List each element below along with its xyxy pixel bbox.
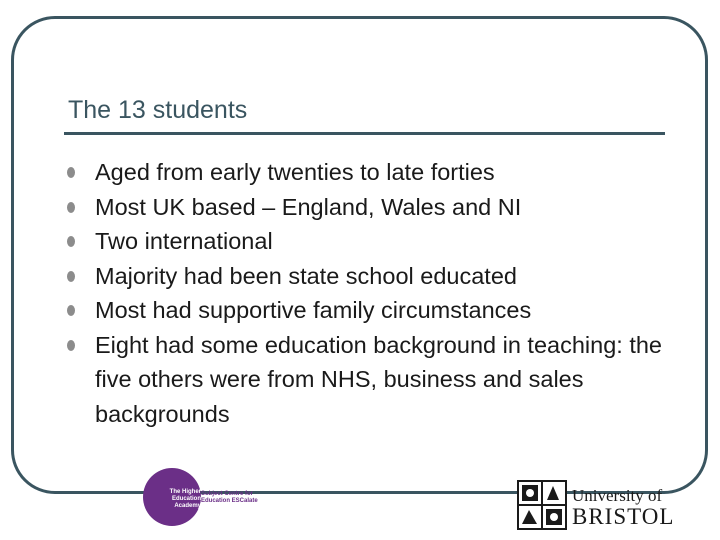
- bristol-crest-icon: [517, 480, 567, 530]
- bullet-item: [66, 328, 686, 432]
- bullet-icon: [67, 202, 75, 213]
- bullet-text: Majority had been state school educated: [95, 262, 517, 289]
- bullet-icon: [67, 236, 75, 247]
- bullet-item: [66, 293, 686, 328]
- bullet-list: [66, 155, 686, 431]
- bullet-text: Two international: [95, 228, 273, 254]
- bullet-item: [66, 259, 686, 294]
- university-of-bristol-logo: [517, 480, 687, 530]
- bullet-icon: [67, 167, 75, 178]
- bullet-icon: [67, 305, 75, 316]
- slide-title: The 13 students: [68, 96, 248, 124]
- bullet-item: [66, 224, 686, 259]
- university-of-text: University of: [572, 486, 663, 505]
- bullet-item: [66, 190, 686, 225]
- hea-logo: [143, 468, 263, 528]
- bullet-text: Most had supportive family circumstances: [95, 297, 532, 323]
- bristol-text: BRISTOL: [572, 504, 675, 529]
- bullet-text: Most UK based – England, Wales and NI: [95, 193, 522, 220]
- title-underline: [64, 132, 665, 135]
- bullet-icon: [67, 340, 75, 351]
- bullet-text: Eight had some education background in teaching: the five others were from NHS, business and sales backgrounds: [95, 331, 663, 427]
- hea-logo-subtitle: Subject Centre for Education ESCalate: [201, 491, 258, 504]
- hea-logo-name: The Higher Education Academy: [169, 489, 201, 509]
- bullet-icon: [67, 271, 75, 282]
- bullet-text: Aged from early twenties to late forties: [95, 159, 495, 185]
- bullet-item: [66, 155, 686, 190]
